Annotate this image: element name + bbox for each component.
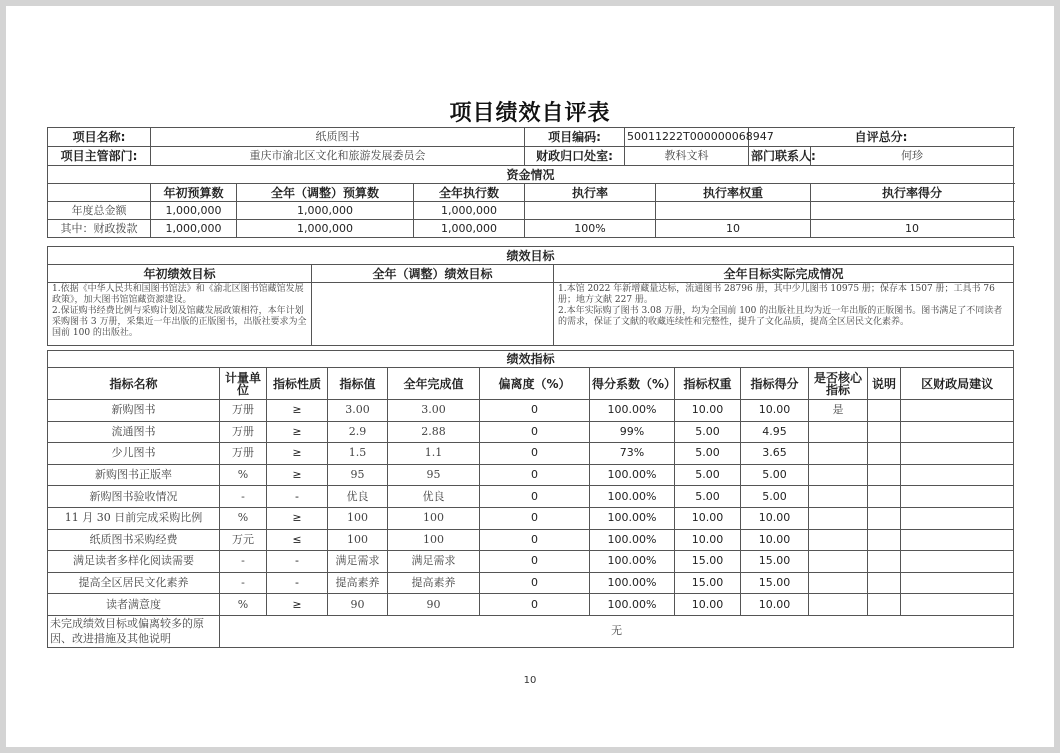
indicator-row (48, 507, 1014, 529)
indicator-cell-core (809, 572, 868, 594)
indicator-cell-weight: 5.00 (675, 443, 741, 465)
goals-initial-text (48, 283, 312, 346)
indicator-cell-value: 3.00 (328, 400, 388, 422)
indicator-cell-weight: 15.00 (675, 551, 741, 573)
indicator-cell-coefficient: 100.00% (590, 551, 675, 573)
indicator-cell-weight: 10.00 (675, 400, 741, 422)
funds-header-weight: 执行率权重 (656, 184, 811, 202)
indicator-cell-completed: 100 (388, 507, 480, 529)
indicator-cell-completed: 2.88 (388, 421, 480, 443)
goals-header-initial: 年初绩效目标 (48, 265, 312, 283)
goals-actual-line-2: 2.本年实际购了图书 3.08 万册，均为全国前 100 的出版社且均为近一年出版的正版图书。图书满足了不同读者的需求，保证了文献的收藏连续性和完整性，提升了文化品质，提高全区居民文化素养。 (558, 306, 1003, 327)
funds-header-blank (48, 184, 151, 202)
indicator-cell-nature: - (267, 551, 328, 573)
goals-actual-line-1: 1.本馆 2022 年新增藏量达标，流通图书 28796 册，其中少儿图书 10975 册；保存本 1507 册；工具书 76 册；地方文献 227 册。 (558, 284, 995, 305)
indicators-table (47, 350, 1014, 648)
funds-row-fiscal-label: 其中：财政拨款 (48, 220, 151, 238)
funds-header-executed: 全年执行数 (414, 184, 525, 202)
indicator-cell-deviation: 0 (480, 421, 590, 443)
indicator-cell-completed: 3.00 (388, 400, 480, 422)
indicator-cell-weight: 5.00 (675, 486, 741, 508)
ind-header-deviation: 偏离度（%） (480, 368, 590, 400)
funds-row-fiscal-weight: 10 (656, 220, 811, 238)
indicator-cell-core (809, 551, 868, 573)
indicator-cell-score: 10.00 (741, 400, 809, 422)
ind-header-coefficient: 得分系数（%） (590, 368, 675, 400)
project-name-label: 项目名称: (48, 128, 151, 147)
indicator-cell-nature: ≥ (267, 443, 328, 465)
indicator-cell-unit: 万册 (220, 400, 267, 422)
indicator-cell-nature: ≥ (267, 421, 328, 443)
project-code-label: 项目编码: (525, 128, 625, 147)
indicator-cell-weight: 10.00 (675, 529, 741, 551)
indicator-cell-deviation: 0 (480, 486, 590, 508)
indicator-cell-core: 是 (809, 400, 868, 422)
funds-row-total-label: 年度总金额 (48, 202, 151, 220)
indicator-cell-weight: 5.00 (675, 421, 741, 443)
page-number: 10 (523, 675, 537, 686)
contact-value: 何珍 (811, 147, 1014, 166)
indicator-cell-deviation: 0 (480, 507, 590, 529)
indicator-cell-value: 优良 (328, 486, 388, 508)
indicator-cell-completed: 90 (388, 594, 480, 616)
indicator-cell-value: 满足需求 (328, 551, 388, 573)
indicator-cell-coefficient: 73% (590, 443, 675, 465)
indicator-cell-advice (901, 572, 1014, 594)
goals-header-actual: 全年目标实际完成情况 (554, 265, 1014, 283)
indicator-cell-unit: 万册 (220, 443, 267, 465)
indicator-cell-coefficient: 100.00% (590, 594, 675, 616)
indicator-cell-nature: - (267, 486, 328, 508)
indicator-row (48, 594, 1014, 616)
funds-row-fiscal-executed: 1,000,000 (414, 220, 525, 238)
finance-office-value: 教科文科 (625, 147, 749, 166)
goals-section-title: 绩效目标 (48, 247, 1014, 265)
indicator-cell-core (809, 421, 868, 443)
indicator-cell-coefficient: 100.00% (590, 486, 675, 508)
indicator-cell-value: 90 (328, 594, 388, 616)
indicator-cell-unit: - (220, 486, 267, 508)
goals-adjusted-text (312, 283, 554, 346)
indicator-cell-value: 2.9 (328, 421, 388, 443)
indicator-cell-name: 新购图书正版率 (48, 464, 220, 486)
indicator-cell-unit: % (220, 464, 267, 486)
indicator-cell-score: 3.65 (741, 443, 809, 465)
goals-initial-line-1: 1.依据《中华人民共和国图书馆法》和《渝北区图书馆藏馆发展政策》，加大图书馆馆藏资源建设。 (52, 284, 304, 305)
funds-header-rate: 执行率 (525, 184, 656, 202)
indicator-cell-remark (868, 464, 901, 486)
indicator-cell-core (809, 529, 868, 551)
ind-header-nature: 指标性质 (267, 368, 328, 400)
ind-header-unit: 计量单位 (220, 368, 267, 400)
indicator-cell-remark (868, 421, 901, 443)
indicator-cell-core (809, 507, 868, 529)
finance-office-label: 财政归口处室: (525, 147, 625, 166)
indicator-cell-deviation: 0 (480, 464, 590, 486)
indicator-cell-name: 读者满意度 (48, 594, 220, 616)
funds-row-fiscal-adjusted: 1,000,000 (237, 220, 414, 238)
indicator-cell-score: 5.00 (741, 464, 809, 486)
ind-header-advice: 区财政局建议 (901, 368, 1014, 400)
page-title: 项目绩效自评表 (449, 100, 611, 126)
indicator-row (48, 529, 1014, 551)
indicator-cell-name: 少儿图书 (48, 443, 220, 465)
funds-row-total-rate (525, 202, 656, 220)
indicator-cell-score: 10.00 (741, 529, 809, 551)
indicator-cell-coefficient: 100.00% (590, 464, 675, 486)
indicator-cell-coefficient: 100.00% (590, 507, 675, 529)
indicator-cell-coefficient: 100.00% (590, 400, 675, 422)
funds-row-total-initial: 1,000,000 (151, 202, 237, 220)
funds-row-fiscal-initial: 1,000,000 (151, 220, 237, 238)
indicator-cell-nature: - (267, 572, 328, 594)
ind-header-name: 指标名称 (48, 368, 220, 400)
indicator-cell-completed: 100 (388, 529, 480, 551)
indicator-cell-unit: - (220, 572, 267, 594)
indicator-cell-advice (901, 400, 1014, 422)
indicator-cell-nature: ≥ (267, 464, 328, 486)
indicator-cell-name: 满足读者多样化阅读需要 (48, 551, 220, 573)
goals-actual-text (554, 283, 1014, 346)
dept-value: 重庆市渝北区文化和旅游发展委员会 (151, 147, 525, 166)
info-funds-table (47, 127, 1014, 238)
indicator-cell-coefficient: 100.00% (590, 572, 675, 594)
indicator-cell-advice (901, 551, 1014, 573)
indicators-body (48, 400, 1014, 616)
indicator-cell-score: 4.95 (741, 421, 809, 443)
ind-header-completed: 全年完成值 (388, 368, 480, 400)
indicator-row (48, 400, 1014, 422)
indicator-row (48, 551, 1014, 573)
funds-row-total-adjusted: 1,000,000 (237, 202, 414, 220)
indicator-cell-weight: 10.00 (675, 594, 741, 616)
ind-header-remark: 说明 (868, 368, 901, 400)
funds-header-adjusted: 全年（调整）预算数 (237, 184, 414, 202)
indicator-cell-nature: ≤ (267, 529, 328, 551)
indicator-row (48, 443, 1014, 465)
indicator-cell-weight: 5.00 (675, 464, 741, 486)
goals-table (47, 246, 1014, 346)
ind-header-core: 是否核心指标 (809, 368, 868, 400)
indicator-cell-deviation: 0 (480, 443, 590, 465)
contact-label: 部门联系人: (749, 147, 811, 166)
indicator-cell-remark (868, 572, 901, 594)
funds-header-score: 执行率得分 (811, 184, 1014, 202)
indicator-cell-score: 15.00 (741, 572, 809, 594)
indicator-cell-name: 新购图书验收情况 (48, 486, 220, 508)
indicator-cell-name: 提高全区居民文化素养 (48, 572, 220, 594)
indicator-cell-completed: 提高素养 (388, 572, 480, 594)
indicator-row (48, 464, 1014, 486)
indicator-cell-unit: 万元 (220, 529, 267, 551)
indicator-cell-value: 100 (328, 529, 388, 551)
indicator-cell-core (809, 443, 868, 465)
indicator-cell-name: 新购图书 (48, 400, 220, 422)
indicator-cell-remark (868, 486, 901, 508)
indicator-cell-core (809, 464, 868, 486)
funds-row-total-weight (656, 202, 811, 220)
self-score-label: 自评总分: (749, 128, 1014, 147)
indicator-cell-value: 100 (328, 507, 388, 529)
indicator-cell-advice (901, 594, 1014, 616)
indicator-cell-weight: 15.00 (675, 572, 741, 594)
indicator-cell-nature: ≥ (267, 400, 328, 422)
funds-row-total-score (811, 202, 1014, 220)
funds-section-title: 资金情况 (48, 166, 1014, 184)
indicator-row (48, 486, 1014, 508)
ind-header-weight: 指标权重 (675, 368, 741, 400)
indicator-cell-advice (901, 529, 1014, 551)
indicators-section-title: 绩效指标 (48, 351, 1014, 368)
funds-row-fiscal-rate: 100% (525, 220, 656, 238)
indicator-cell-advice (901, 507, 1014, 529)
goals-header-adjusted: 全年（调整）绩效目标 (312, 265, 554, 283)
indicator-cell-value: 提高素养 (328, 572, 388, 594)
indicator-cell-deviation: 0 (480, 529, 590, 551)
indicator-cell-score: 5.00 (741, 486, 809, 508)
project-name-value: 纸质图书 (151, 128, 525, 147)
funds-row-fiscal-score: 10 (811, 220, 1014, 238)
indicator-cell-advice (901, 421, 1014, 443)
indicator-cell-nature: ≥ (267, 507, 328, 529)
indicator-cell-unit: 万册 (220, 421, 267, 443)
indicator-cell-deviation: 0 (480, 572, 590, 594)
indicator-cell-completed: 1.1 (388, 443, 480, 465)
indicator-cell-remark (868, 529, 901, 551)
indicator-cell-completed: 优良 (388, 486, 480, 508)
indicator-cell-value: 95 (328, 464, 388, 486)
indicator-cell-core (809, 486, 868, 508)
indicator-cell-completed: 95 (388, 464, 480, 486)
indicator-cell-name: 流通图书 (48, 421, 220, 443)
indicator-cell-remark (868, 443, 901, 465)
indicator-cell-weight: 10.00 (675, 507, 741, 529)
indicator-cell-value: 1.5 (328, 443, 388, 465)
indicator-cell-score: 10.00 (741, 594, 809, 616)
indicator-cell-name: 纸质图书采购经费 (48, 529, 220, 551)
indicator-row (48, 421, 1014, 443)
indicator-cell-advice (901, 443, 1014, 465)
indicator-cell-core (809, 594, 868, 616)
indicator-cell-nature: ≥ (267, 594, 328, 616)
indicator-cell-remark (868, 551, 901, 573)
indicator-cell-coefficient: 100.00% (590, 529, 675, 551)
funds-row-total-executed: 1,000,000 (414, 202, 525, 220)
indicator-cell-unit: % (220, 594, 267, 616)
indicator-cell-score: 10.00 (741, 507, 809, 529)
indicator-cell-completed: 满足需求 (388, 551, 480, 573)
indicator-cell-deviation: 0 (480, 594, 590, 616)
indicator-cell-advice (901, 486, 1014, 508)
reason-value: 无 (220, 615, 1014, 647)
indicator-cell-unit: % (220, 507, 267, 529)
project-code-value: 50011222T000000068947 (625, 128, 749, 147)
goals-initial-line-2: 2.保证购书经费比例与采购计划及馆藏发展政策相符，本年计划采购图书 3 万册，采集近一年出版的正版图书，出版社要求为全国前 100 的出版社。 (52, 306, 307, 338)
indicator-cell-advice (901, 464, 1014, 486)
indicator-cell-remark (868, 400, 901, 422)
indicator-cell-score: 15.00 (741, 551, 809, 573)
indicator-cell-deviation: 0 (480, 400, 590, 422)
dept-label: 项目主管部门: (48, 147, 151, 166)
indicator-cell-remark (868, 594, 901, 616)
indicator-cell-deviation: 0 (480, 551, 590, 573)
indicator-cell-coefficient: 99% (590, 421, 675, 443)
ind-header-score: 指标得分 (741, 368, 809, 400)
indicator-cell-remark (868, 507, 901, 529)
indicator-cell-name: 11 月 30 日前完成采购比例 (48, 507, 220, 529)
indicator-row (48, 572, 1014, 594)
funds-header-initial: 年初预算数 (151, 184, 237, 202)
reason-label: 未完成绩效目标或偏离较多的原因、改进措施及其他说明 (48, 615, 220, 647)
ind-header-value: 指标值 (328, 368, 388, 400)
indicator-cell-unit: - (220, 551, 267, 573)
